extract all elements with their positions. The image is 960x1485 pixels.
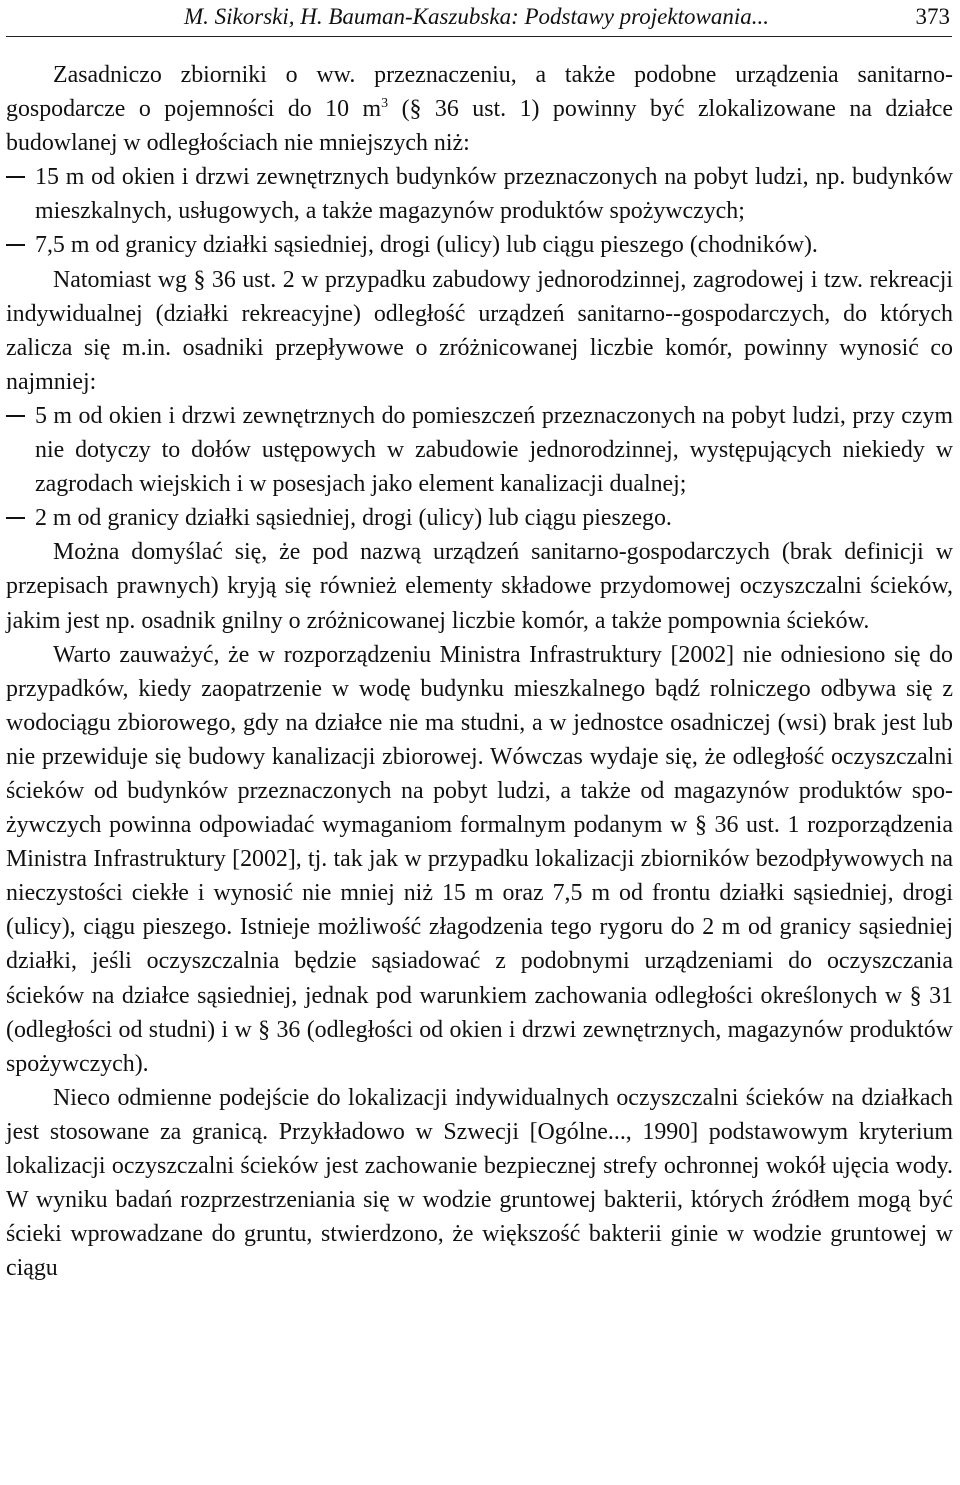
paragraph [6, 58, 953, 160]
dash-bullet [6, 415, 25, 417]
body-text [6, 58, 953, 1285]
list-item [6, 228, 953, 262]
list-item-text: 7,5 m od granicy działki sąsiedniej, drogi (ulicy) lub ciągu pieszego (chodników). [35, 232, 818, 259]
page-number: 373 [915, 4, 950, 29]
paragraph-text: (§ 36 ust. 1) powinny być zlokalizowane na działce budowlanej w odległościach nie mniejszych niż: [6, 96, 954, 157]
dash-bullet [6, 517, 25, 519]
paragraph: Warto zauważyć, że w rozporządzeniu Ministra Infrastruktury [2002] nie odniesiono się do przypadków, kiedy zaopatrzenie w wodę budynku mieszkalnego bądź rolniczego odbywa się z wodociągu zbiorowego, gdy na działce nie ma studni, a w jednostce osadniczej (wsi) brak jest lub nie przewiduje się budowy kanalizacji zbiorowej. Wówczas wydaje się, że odległość oczyszczalni ścieków od budynków przeznaczonych na pobyt ludzi, a także od magazynów produktów spożywczych powinna odpowiadać wymaganiom formalnym podanym w § 36 ust. 1 rozporządzenia Ministra Infrastruktury [2002], tj. tak jak w przypadku lokalizacji zbiorników bezodpływowych na nieczystości ciekłe i wynosić nie mniej niż 15 m oraz 7,5 m od frontu działki sąsiedniej, drogi (ulicy), ciągu pieszego. Istnieje możliwość złagodzenia tego rygoru do 2 m od granicy sąsiedniej działki, jeśli oczyszczalnia będzie sąsiadować z podobnymi urządzeniami do oczyszczania ścieków na działce sąsiedniej, jednak pod warunkiem zachowania odległości określonych w § 31 (odległości od studni) i w § 36 (odległości od okien i drzwi zewnętrznych, magazynów produktów spożywczych). [6, 641, 953, 1077]
paragraph: Nieco odmienne podejście do lokalizacji indywidualnych oczyszczalni ścieków na działkach jest stosowane za granicą. Przykładowo w Szwecji [Ogólne..., 1990] podstawowym kryterium lokalizacji oczyszczalni ścieków jest zachowanie bezpiecznej strefy ochronnej wokół ujęcia wody. W wyniku badań rozprzestrzeniania się w wodzie gruntowej bakterii, których źródłem mogą być ścieki wprowadzane do gruntu, stwierdzono, że większość bakterii ginie w wodzie gruntowej w ciągu [6, 1084, 953, 1282]
paragraph: Natomiast wg § 36 ust. 2 w przypadku zabudowy jednorodzinnej, zagrodowej i tzw. rekreacji indywidualnej (działki rekreacyjne) odległość urządzeń sanitarno--gospodarczych, do których zalicza się m.in. osadniki przepływowe o zróżnicowanej liczbie komór, powinny wynosić co najmniej: [6, 266, 953, 395]
paragraph: Można domyślać się, że pod nazwą urządzeń sanitarno-gospodarczych (brak definicji w przepisach prawnych) kryją się również elementy składowe przydomowej oczyszczalni ścieków, jakim jest np. osadnik gnilny o zróżnicowanej liczbie komór, a także pompownia ścieków. [6, 539, 953, 634]
page-header [6, 0, 952, 37]
paragraph-text: Zasadniczo zbiorniki o ww. przeznaczeniu, a także podobne urządzenia sanitarno-gospodarcze o pojemności do 10 m [6, 62, 953, 123]
list-item [6, 399, 953, 501]
list-item-text: 15 m od okien i drzwi zewnętrznych budynków przeznaczonych na pobyt ludzi, np. budynków mieszkalnych, usługowych, a także magazynów produktów spożywczych; [35, 164, 953, 225]
dash-bullet [6, 176, 25, 178]
list-item-text: 5 m od okien i drzwi zewnętrznych do pomieszczeń przeznaczonych na pobyt ludzi, przy czym nie dotyczy to dołów ustępowych w zabudowie jednorodzinnej, występujących niekiedy w zagrodach wiejskich i w posesjach jako element kanalizacji dualnej; [35, 402, 953, 498]
superscript: 3 [381, 96, 389, 112]
list-item-text: 2 m od granicy działki sąsiedniej, drogi (ulicy) lub ciągu pieszego. [35, 505, 672, 532]
list-item [6, 501, 953, 535]
list-item [6, 160, 953, 228]
running-title: M. Sikorski, H. Bauman-Kaszubska: Podstawy projektowania... [184, 4, 769, 29]
dash-bullet [6, 244, 25, 246]
